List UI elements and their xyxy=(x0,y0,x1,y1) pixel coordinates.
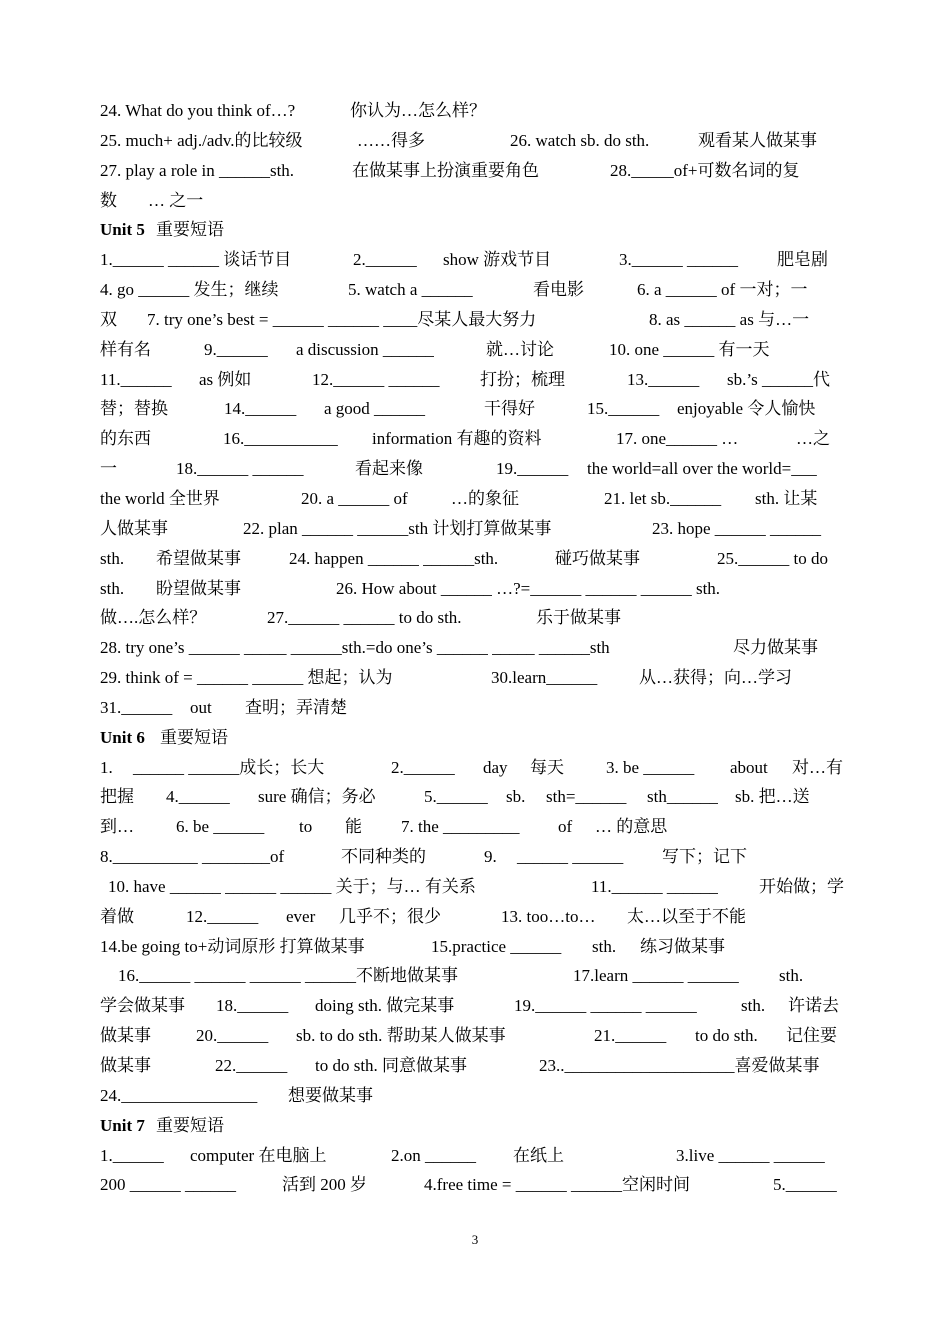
phrase-segment: 14.be going to+动词原形 打算做某事 xyxy=(100,936,365,956)
phrase-segment: 22.______ xyxy=(215,1056,288,1075)
phrase-segment: sth. xyxy=(592,936,617,956)
phrase-segment: 观看某人做某事 xyxy=(698,130,817,150)
phrase-segment: 做某事 xyxy=(100,1026,151,1046)
phrase-segment: 做….怎么样？ xyxy=(100,608,207,628)
phrase-segment: 到… xyxy=(100,817,134,837)
text-line xyxy=(100,932,852,962)
phrase-segment: 20. a ______ of xyxy=(301,488,408,508)
phrase-segment: 数 xyxy=(100,190,117,210)
phrase-segment: 的东西 xyxy=(100,429,151,449)
phrase-segment: 12.______ ______ xyxy=(312,369,440,389)
phrase-segment: 25.______ to do xyxy=(717,548,828,568)
phrase-segment: 碰巧做某事 xyxy=(555,548,640,568)
phrase-segment: out xyxy=(190,697,212,717)
phrase-segment: sb.’s ______代 xyxy=(727,369,830,389)
phrase-segment: 30.learn______ xyxy=(491,668,598,688)
phrase-segment: sth______ xyxy=(647,787,718,807)
text-line xyxy=(100,574,852,604)
phrase-segment: 肥皂剧 xyxy=(777,250,828,270)
phrase-segment: 200 ______ ______ xyxy=(100,1175,236,1195)
phrase-segment: 2.______ xyxy=(391,757,455,777)
phrase-segment: ______ ______成长；长大 xyxy=(133,757,325,777)
text-line xyxy=(100,603,852,633)
phrase-segment: 13.______ xyxy=(627,369,700,389)
phrase-segment: ……得多 xyxy=(357,130,425,150)
text-line xyxy=(100,275,852,305)
phrase-segment: 24. happen ______ ______sth. xyxy=(289,548,499,568)
phrase-segment: 不同种类的 xyxy=(341,847,426,867)
phrase-segment: sth. xyxy=(100,578,125,598)
phrase-segment: sth. xyxy=(741,996,766,1016)
phrase-segment: 重要短语 xyxy=(156,1115,224,1135)
text-line xyxy=(100,633,852,663)
phrase-segment: 19.______ xyxy=(496,459,569,479)
text-line xyxy=(100,514,852,544)
phrase-segment: 重要短语 xyxy=(160,727,228,747)
phrase-segment: 28._____of+可数名词的复 xyxy=(610,160,800,180)
phrase-segment: to do sth. 同意做某事 xyxy=(315,1056,468,1075)
phrase-segment: 每天 xyxy=(530,757,564,777)
phrase-segment: 开始做；学 xyxy=(759,876,844,896)
text-line xyxy=(100,782,852,812)
phrase-segment: 11.______ xyxy=(100,369,172,389)
phrase-segment: 看起来像 xyxy=(355,459,423,479)
phrase-segment: sb. to do sth. 帮助某人做某事 xyxy=(296,1026,506,1046)
phrase-segment: enjoyable 令人愉快 xyxy=(677,399,816,419)
phrase-segment: 9.______ xyxy=(204,339,268,359)
phrase-segment: 31.______ xyxy=(100,697,173,717)
text-line xyxy=(100,156,852,186)
phrase-segment: sb. 把…送 xyxy=(735,787,810,807)
phrase-segment: 几乎不；很少 xyxy=(339,906,441,926)
text-line xyxy=(100,245,852,275)
phrase-segment: a good ______ xyxy=(324,399,426,419)
phrase-segment: 27. play a role in ______sth. xyxy=(100,160,295,180)
phrase-segment: 尽力做某事 xyxy=(733,638,818,658)
unit-heading: Unit 7 xyxy=(100,1115,145,1135)
phrase-segment: 着做 xyxy=(100,906,134,926)
phrase-segment: 做某事 xyxy=(100,1056,151,1075)
phrase-segment: 许诺去 xyxy=(788,996,839,1016)
text-line xyxy=(100,186,852,216)
phrase-segment: 21.______ xyxy=(594,1026,667,1046)
text-line xyxy=(100,902,852,932)
phrase-segment: 5.______ xyxy=(773,1175,837,1195)
text-line xyxy=(100,723,852,753)
phrase-segment: 2.______ xyxy=(353,250,417,270)
phrase-segment: 20.______ xyxy=(196,1026,269,1046)
phrase-segment: to do sth. xyxy=(695,1026,758,1046)
phrase-segment: about xyxy=(730,757,768,777)
phrase-segment: day xyxy=(483,757,508,777)
phrase-segment: 从…获得；向…学习 xyxy=(639,668,792,688)
phrase-segment: 查明；弄清楚 xyxy=(245,697,347,717)
phrase-segment: 看电影 xyxy=(533,280,584,300)
phrase-segment: sb. xyxy=(506,787,526,807)
phrase-segment: show 游戏节目 xyxy=(443,250,552,270)
text-line xyxy=(100,1170,852,1200)
phrase-segment: to xyxy=(299,817,313,837)
phrase-segment: 23. hope ______ ______ xyxy=(652,518,822,538)
phrase-segment: 写下；记下 xyxy=(662,847,747,867)
text-line xyxy=(100,1021,852,1051)
text-line xyxy=(100,812,852,842)
text-line xyxy=(100,96,852,126)
phrase-segment: 7. try one’s best = ______ ______ ____尽某人最大努力 xyxy=(147,309,537,329)
text-line xyxy=(100,454,852,484)
phrase-segment: 你认为…怎么样？ xyxy=(350,101,486,120)
phrase-segment: 26. How about ______ …?=______ ______ ______ sth. xyxy=(336,578,721,598)
document-body xyxy=(100,96,852,1200)
phrase-segment: 17. one______ … xyxy=(616,429,739,449)
text-line xyxy=(100,365,852,395)
phrase-segment: 23..____________________喜爱做某事 xyxy=(539,1056,820,1075)
phrase-segment: 10. one ______ 有一天 xyxy=(609,339,770,359)
phrase-segment: … 的意思 xyxy=(595,817,668,837)
text-line xyxy=(100,693,852,723)
phrase-segment: 练习做某事 xyxy=(640,936,725,956)
text-line xyxy=(100,1111,852,1141)
phrase-segment: information 有趣的资料 xyxy=(372,429,542,449)
phrase-segment: 10. have ______ ______ ______ 关于；与… 有关系 xyxy=(108,876,476,896)
phrase-segment: 18.______ xyxy=(216,996,289,1016)
phrase-segment: 13. too…to… xyxy=(501,906,596,926)
phrase-segment: 1. xyxy=(100,757,113,777)
phrase-segment: 25. much+ adj./adv.的比较级 xyxy=(100,130,303,150)
text-line xyxy=(100,484,852,514)
phrase-segment: …的象征 xyxy=(451,488,519,508)
phrase-segment: doing sth. 做完某事 xyxy=(315,996,455,1016)
phrase-segment: 3.______ ______ xyxy=(619,250,738,270)
phrase-segment: sth. xyxy=(779,966,804,986)
phrase-segment: 双 xyxy=(100,309,117,329)
text-line xyxy=(100,544,852,574)
phrase-segment: 8. as ______ as 与…一 xyxy=(649,309,810,329)
phrase-segment: 5.______ xyxy=(424,787,488,807)
phrase-segment: as 例如 xyxy=(199,369,252,389)
text-line xyxy=(100,394,852,424)
text-line xyxy=(100,1051,852,1081)
phrase-segment: ______ ______ xyxy=(517,847,624,867)
phrase-segment: 在做某事上扮演重要角色 xyxy=(352,160,539,180)
page-number: 3 xyxy=(471,1232,479,1247)
phrase-segment: the world 全世界 xyxy=(100,488,220,508)
phrase-segment: 活到 200 岁 xyxy=(282,1175,367,1195)
phrase-segment: … 之一 xyxy=(148,190,204,210)
phrase-segment: 学会做某事 xyxy=(100,996,185,1016)
phrase-segment: 人做某事 xyxy=(100,518,168,538)
phrase-segment: 27.______ ______ to do sth. xyxy=(267,608,462,628)
phrase-segment: ever xyxy=(286,906,316,926)
phrase-segment: 24.________________ xyxy=(100,1085,258,1105)
phrase-segment: 14.______ xyxy=(224,399,297,419)
text-line xyxy=(100,126,852,156)
phrase-segment: 19.______ ______ ______ xyxy=(514,996,697,1016)
phrase-segment: 5. watch a ______ xyxy=(348,280,473,300)
unit-heading: Unit 6 xyxy=(100,727,145,747)
phrase-segment: 7. the _________ xyxy=(401,817,520,837)
phrase-segment: 4. go ______ 发生；继续 xyxy=(100,280,279,300)
text-line xyxy=(100,424,852,454)
phrase-segment: 把握 xyxy=(100,787,134,807)
phrase-segment: 22. plan ______ ______sth 计划打算做某事 xyxy=(243,518,552,538)
phrase-segment: 15.______ xyxy=(587,399,660,419)
phrase-segment: 17.learn ______ ______ xyxy=(573,966,739,986)
phrase-segment: 12.______ xyxy=(186,906,259,926)
text-line xyxy=(100,1081,852,1111)
phrase-segment: a discussion ______ xyxy=(296,339,434,359)
phrase-segment: 乐于做某事 xyxy=(536,608,621,628)
text-line xyxy=(100,961,852,991)
phrase-segment: 2.on ______ xyxy=(391,1145,476,1165)
phrase-segment: 8.__________ ________of xyxy=(100,847,285,867)
phrase-segment: the world=all over the world=___ xyxy=(587,459,817,479)
phrase-segment: 15.practice ______ xyxy=(431,936,562,956)
text-line xyxy=(100,1141,852,1171)
phrase-segment: sth=______ xyxy=(546,787,627,807)
phrase-segment: 3.live ______ ______ xyxy=(676,1145,825,1165)
phrase-segment: of xyxy=(558,817,573,837)
phrase-segment: sth. xyxy=(100,548,125,568)
text-line xyxy=(100,663,852,693)
phrase-segment: 4.free time = ______ ______空闲时间 xyxy=(424,1175,690,1195)
phrase-segment: 11.______ ______ xyxy=(591,876,718,896)
phrase-segment: 28. try one’s ______ _____ ______sth.=do one’s ______ _____ ______sth xyxy=(100,638,610,658)
phrase-segment: computer 在电脑上 xyxy=(190,1145,327,1165)
phrase-segment: sure 确信；务必 xyxy=(258,787,376,807)
phrase-segment: 太…以至于不能 xyxy=(627,906,746,926)
phrase-segment: 想要做某事 xyxy=(288,1085,373,1105)
phrase-segment: sth. 让某 xyxy=(755,488,818,508)
phrase-segment: 一 xyxy=(100,459,117,479)
phrase-segment: 24. What do you think of…? xyxy=(100,101,296,120)
text-line xyxy=(100,305,852,335)
text-line xyxy=(100,842,852,872)
phrase-segment: 盼望做某事 xyxy=(156,578,241,598)
text-line xyxy=(100,753,852,783)
phrase-segment: 6. be ______ xyxy=(176,817,265,837)
phrase-segment: 干得好 xyxy=(484,399,535,419)
phrase-segment: 1.______ ______ 谈话节目 xyxy=(100,250,292,270)
text-line xyxy=(100,215,852,245)
phrase-segment: …之 xyxy=(796,429,830,449)
phrase-segment: 记住要 xyxy=(786,1026,837,1046)
phrase-segment: 18.______ ______ xyxy=(176,459,304,479)
text-line xyxy=(100,991,852,1021)
phrase-segment: 6. a ______ of 一对；一 xyxy=(637,280,808,300)
phrase-segment: 在纸上 xyxy=(513,1145,564,1165)
phrase-segment: 9. xyxy=(484,847,497,867)
phrase-segment: 替；替换 xyxy=(100,399,168,419)
phrase-segment: 打扮；梳理 xyxy=(480,369,565,389)
phrase-segment: 希望做某事 xyxy=(156,548,241,568)
text-line xyxy=(100,872,852,902)
phrase-segment: 能 xyxy=(345,817,362,837)
unit-heading: Unit 5 xyxy=(100,220,145,240)
phrase-segment: 对…有 xyxy=(792,757,843,777)
phrase-segment: 就…讨论 xyxy=(486,339,554,359)
text-line xyxy=(100,335,852,365)
phrase-segment: 16.___________ xyxy=(223,429,338,449)
phrase-segment: 21. let sb.______ xyxy=(604,488,722,508)
phrase-segment: 重要短语 xyxy=(156,220,224,240)
phrase-segment: 1.______ xyxy=(100,1145,164,1165)
phrase-segment: 29. think of = ______ ______ 想起；认为 xyxy=(100,668,393,688)
phrase-segment: 16.______ ______ ______ ______不断地做某事 xyxy=(118,966,458,986)
phrase-segment: 4.______ xyxy=(166,787,230,807)
phrase-segment: 26. watch sb. do sth. xyxy=(510,130,650,150)
phrase-segment: 3. be ______ xyxy=(606,757,695,777)
phrase-segment: 样有名 xyxy=(100,339,151,359)
